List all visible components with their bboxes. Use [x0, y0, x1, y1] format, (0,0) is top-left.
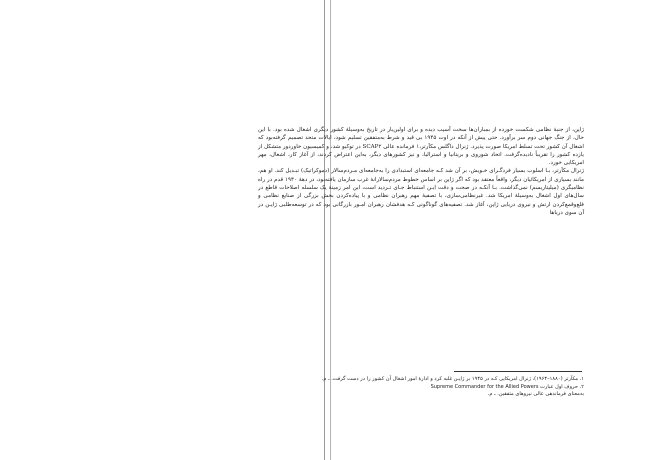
footnote-latin: Supreme Commander for the Allied Powers [430, 383, 539, 390]
paragraph: ژنرال مکآرتر، بـا اسلوب بسیار فردگـرای خـویش، بر آن شد کـه جامعه‌ای استبدادی را به‌جامعه‌ای مـردم‌سالار (دموکراتیک) تبـدیل کند. او هم، مانند بسیاری از امریکائیان دیگر، واقعاً معتقد بود که اگر ژاپن بر اساس خطوط مردم‌سالارانهٔ غرب سازمان یافته‌بود، در دههٔ ۱۹۳۰ قدم در راه نظامیگری (میلیتاریسم) نمی‌گذاشت. بـا آنکـه در صحت و دقت ایـن استنباط جـای تـردید است، این امر زمینهٔ یک سلسله اصلاحات قاطع در سال‌های اول اشغال به‌وسیلهٔ امریکا شد. غیرنظامی‌سازی، با تصفیهٔ مهم رهبران نظامی و با پیاده‌کردن بخش بزرگی از صنایع نظامی و قلع‌وقمع‌کردن ارتش و نیروی دریایی ژاپن، آغاز شد. تصفیه‌های گوناگونی کـه هدفشان رهبران امـور بازرگانی بود که در توسعه‌طلبی ژاپـن در آن سوی دریاها [258, 168, 584, 216]
footnote-text: ۲. حروف اول عبارت [540, 383, 584, 390]
footnotes [258, 376, 584, 399]
paragraph: ژاپن، از جنبهٔ نظامی شکست خورده از بمباران‌ها سخت آسیب دیده و برای اولین‌بار در تاریخ به‌وسیلهٔ کشور دیگری اشغال شده بود. با این حال، از جنگ جهانی دوم سر برآورد. حتی پیش از آنکه در اوت ۱۹۴۵ بی قید و شرط به‌متفقین تسلیم شود، ایالات متحد تصمیم گرفته‌بود که اشغال آن کشور تحت تسلط امریکا صورت پذیرد. ژنرال داگلس مکآرتر،۱ فرمانده عالی SCAP۲ در توکیو شد، و کمیسیون خاوردور متشکل از یازده کشور را تقریباً نادیده‌گرفت. اتحاد شوروی و بریتانیا و استرالیا، و نیز کشورهای دیگر، به‌این اعتراض کردند، از آغاز کار، اشغال، مهر امریکایی خورد. [258, 127, 585, 167]
body-text [258, 126, 584, 217]
footnote-rule [454, 371, 582, 372]
footnote [258, 384, 584, 392]
footnote: به‌معنای فرماندهی عالی نیروهای متفقین. ـ م. [487, 391, 584, 398]
footnote: ۱. مکآرتر (۱۸۸۰–۱۹۶۴)، ژنرال امریکایی کـه در ۱۹۴۵ بر ژاپـن غلبه کرد و ادارهٔ امور اشغال آن کشور را در دست گرفت. ـ م. [321, 376, 584, 382]
